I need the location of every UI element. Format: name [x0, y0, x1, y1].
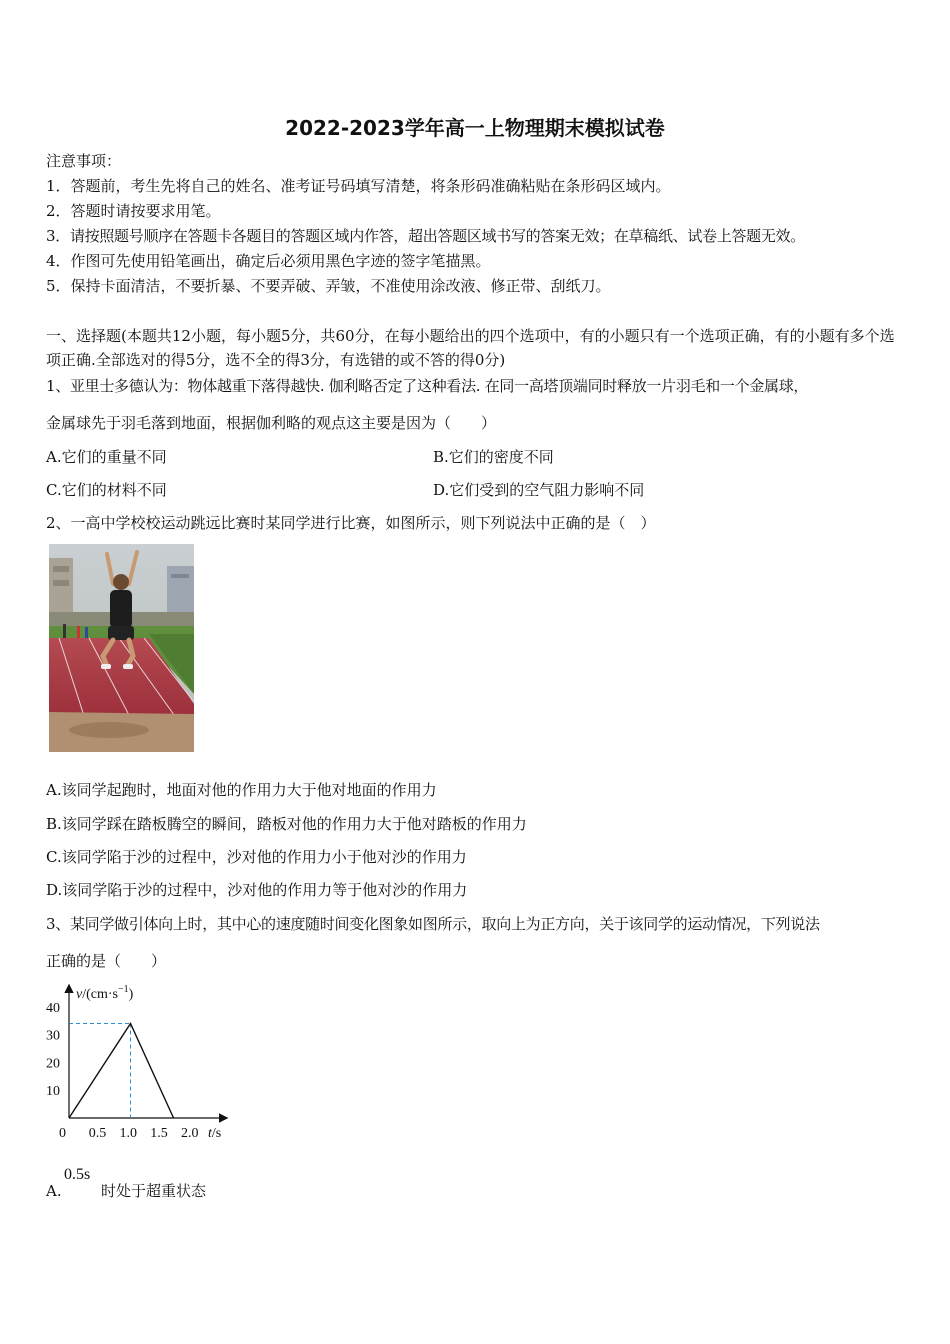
x-tick-label: 0.5: [88, 1126, 107, 1141]
y-tick-label: 20: [46, 1056, 60, 1072]
notice-item-4: 4．作图可先使用铅笔画出，确定后必须用黑色字迹的签字笔描黑。: [46, 252, 491, 270]
y-axis-label: $v/(cm\cdot s^{-1})$: [76, 984, 134, 1002]
velocity-series-line: [69, 1023, 174, 1118]
velocity-time-graph: [40, 980, 235, 1145]
long-jump-photo: [49, 544, 194, 752]
y-tick-label: 10: [46, 1084, 60, 1100]
q3-option-a-value: 0.5s: [64, 1166, 91, 1183]
q1-stem-line2: 金属球先于羽毛落到地面，根据伽利略的观点这主要是因为（ ）: [46, 414, 497, 432]
notice-item-1: 1．答题前，考生先将自己的姓名、准考证号码填写清楚，将条形码准确粘贴在条形码区域内。: [46, 177, 671, 195]
q2-option-b: B.该同学踩在踏板腾空的瞬间，踏板对他的作用力大于他对踏板的作用力: [46, 815, 527, 833]
q1-option-a: A.它们的重量不同: [46, 448, 167, 466]
q2-option-a: A.该同学起跑时，地面对他的作用力大于他对地面的作用力: [46, 781, 437, 799]
notice-item-2: 2．答题时请按要求用笔。: [46, 202, 221, 220]
q2-option-d: D.该同学陷于沙的过程中，沙对他的作用力等于他对沙的作用力: [46, 881, 468, 899]
y-tick-label: 30: [46, 1028, 60, 1044]
x-tick-label: 1.5: [150, 1126, 168, 1141]
q3-option-a-prefix: A.: [46, 1182, 62, 1200]
q3-stem-line1: 3、某同学做引体向上时，其中心的速度随时间变化图象如图所示，取向上为正方向，关于该同学的运动情况，下列说法: [46, 915, 820, 933]
q1-stem-line1: 1、亚里士多德认为：物体越重下落得越快. 伽利略否定了这种看法. 在同一高塔顶端同时释放一片羽毛和一个金属球，: [46, 377, 809, 395]
page-title: 2022-2023学年高一上物理期末模拟试卷: [285, 116, 665, 140]
notice-item-3: 3．请按照题号顺序在答题卡各题目的答题区域内作答，超出答题区域书写的答案无效；在草稿纸、试卷上答题无效。: [46, 227, 805, 245]
q3-option-a-text: 时处于超重状态: [101, 1182, 207, 1200]
x-tick-label: 1.0: [119, 1126, 137, 1141]
section-heading: 一、选择题(本题共12小题，每小题5分，共60分，在每小题给出的四个选项中，有的小题只有一个选项正确，有的小题有多个选项正确.全部选对的得5分，选不全的得3分，有选错的或不答的得0分): [46, 327, 895, 369]
q1-option-b: B.它们的密度不同: [433, 448, 554, 466]
x-axis-label: t/s: [208, 1126, 222, 1141]
q2-stem: 2、一高中学校校运动跳远比赛时某同学进行比赛，如图所示，则下列说法中正确的是（ ）: [46, 514, 656, 532]
q1-option-c: C.它们的材料不同: [46, 481, 167, 499]
y-tick-label: 40: [46, 1000, 60, 1016]
q1-option-d: D.它们受到的空气阻力影响不同: [433, 481, 645, 499]
notice-heading: 注意事项：: [46, 152, 122, 170]
x-tick-label: 0: [59, 1126, 66, 1141]
q3-stem-line2: 正确的是（ ）: [46, 952, 167, 970]
x-tick-label: 2.0: [181, 1126, 199, 1141]
q2-option-c: C.该同学陷于沙的过程中，沙对他的作用力小于他对沙的作用力: [46, 848, 467, 866]
notice-item-5: 5．保持卡面清洁，不要折暴、不要弄破、弄皱，不准使用涂改液、修正带、刮纸刀。: [46, 277, 611, 295]
